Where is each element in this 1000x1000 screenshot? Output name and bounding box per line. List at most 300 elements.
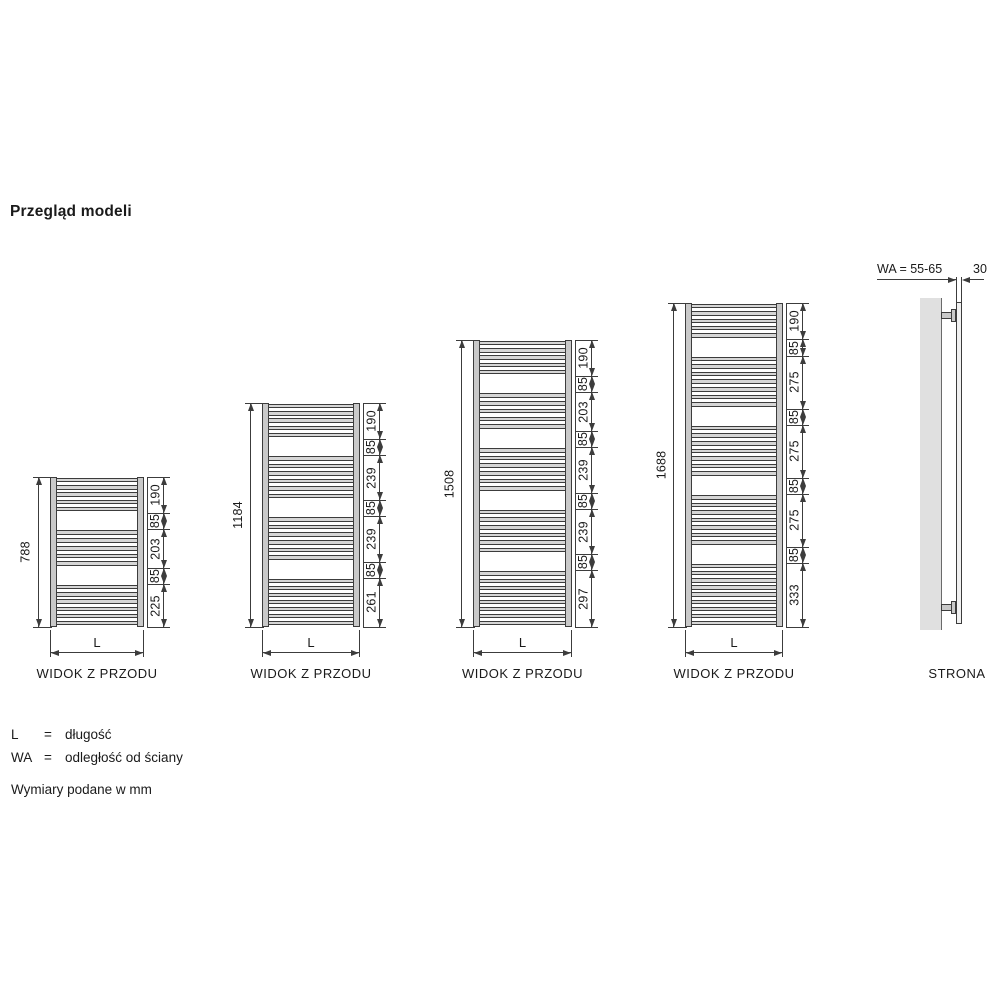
side-view-label: STRONA [928,666,986,681]
radiator-tube [268,579,354,583]
radiator-tube [268,479,354,484]
radiator-tube [56,592,138,596]
radiator-tube [691,395,777,400]
radiator-tube [691,621,777,625]
chain-dim-tick [786,494,809,495]
total-height-label [230,493,246,537]
radiator-tube [479,525,566,530]
radiator-right-rail [353,403,360,627]
front-view-label-2: WIDOK Z PRZODU [250,666,372,681]
radiator-tube [479,533,566,538]
radiator-tube [56,561,138,566]
chain-dim-arrow [161,619,167,627]
radiator-tube [268,411,354,415]
radiator-tube [56,500,138,504]
radiator-tube [268,464,354,469]
chain-dim-arrow [589,431,595,439]
chain-dim-arrow [589,392,595,400]
radiator-tube [691,449,777,454]
radiator-tube [691,402,777,407]
height-dim-line [38,477,39,627]
radiator-tube [56,485,138,489]
chain-dim-arrow [589,485,595,493]
radiator-tube [268,600,354,604]
chain-dim-tick [575,493,598,494]
chain-dim-tick [575,431,598,432]
radiator-tube [268,433,354,437]
chain-dim-arrow [589,447,595,455]
segment-dim-label-text: 275 [787,440,802,462]
radiator-tube [691,600,777,604]
wall-distance-label: WA = 55-65 [877,262,943,276]
segment-dim-label-text: 261 [364,591,379,614]
height-dim-arrow [671,303,677,311]
chain-dim-arrow [589,546,595,554]
radiator-tube [691,357,777,362]
chain-dim-baseline [575,340,576,627]
chain-dim-tick [786,425,809,426]
chain-dim-tick [575,554,598,555]
legend-desc-length: długość [65,727,112,742]
radiator-left-rail [473,340,480,627]
segment-dim-label-text: 190 [576,347,591,369]
total-height-label-text: 1508 [442,469,457,498]
length-dim-arrow [474,650,482,656]
segment-dim-label-text: 85 [787,478,802,493]
radiator-tube [691,510,777,515]
depth-label: 30 [973,262,987,276]
radiator-tube [56,585,138,589]
page-title: Przegląd modeli [10,203,132,220]
length-symbol-label: L [730,635,738,650]
segment-dim-label-text: 275 [787,509,802,532]
segment-dim-label [364,580,380,624]
radiator-tube [691,592,777,596]
chain-dim-tick [147,513,170,514]
chain-dim-arrow [800,547,806,555]
total-height-label-text: 1688 [654,450,669,480]
radiator-tube [268,426,354,430]
legend-symbol-length: L [11,727,19,742]
chain-dim-tick [363,455,386,456]
radiator-tube [268,548,354,553]
segment-dim-label-text: 85 [576,555,591,570]
chain-dim-arrow [377,516,383,524]
chain-dim-tick [786,356,809,357]
chain-dim-tick [575,340,598,341]
radiator-tube [479,614,566,618]
height-dim-line [673,303,674,627]
chain-dim-arrow [800,417,806,425]
radiator-tube [691,614,777,618]
radiator-tube [268,404,354,408]
segment-dim-label-text: 239 [364,528,379,550]
total-height-label [653,443,669,487]
radiator-right-rail [137,477,144,627]
radiator-tube [691,426,777,431]
radiator-tube [691,533,777,538]
front-view-label-4: WIDOK Z PRZODU [673,666,795,681]
chain-dim-tick [363,578,386,579]
radiator-tube [268,471,354,476]
radiator-tube [56,607,138,611]
radiator-tube [479,393,566,398]
chain-dim-arrow [800,563,806,571]
radiator-tube [268,494,354,499]
chain-dim-arrow [377,447,383,455]
radiator-right-rail [776,303,783,627]
radiator-tube [691,326,777,330]
length-dim-arrow [686,650,694,656]
segment-dim-label-text: 85 [576,493,591,508]
segment-dim-label-text: 85 [576,377,591,392]
radiator-tube [691,379,777,384]
chain-dim-arrow [377,455,383,463]
radiator-tube [479,486,566,491]
radiator-tube [691,319,777,323]
radiator-tube [479,448,566,453]
length-dim-line [50,652,144,653]
radiator-tube [268,555,354,560]
chain-dim-arrow [377,570,383,578]
radiator-tube [479,540,566,545]
segment-dim-label-text: 203 [576,400,591,423]
chain-dim-arrow [800,486,806,494]
chain-dim-tick [786,339,809,340]
length-dim-line [473,652,572,653]
radiator-tube [479,600,566,604]
chain-dim-arrow [161,568,167,576]
equals-sign: = [44,727,52,742]
chain-dim-tick [786,627,809,628]
height-dim-line [250,403,251,627]
height-dim-tick [245,627,264,628]
length-dim-arrow [351,650,359,656]
radiator-tube [691,441,777,446]
radiator-tube [56,554,138,559]
height-dim-arrow [248,619,254,627]
front-view-label-3: WIDOK Z PRZODU [461,666,584,681]
segment-dim-label [787,573,803,617]
chain-dim-arrow [161,477,167,485]
segment-dim-label-text: 190 [787,310,802,332]
radiator-tube [479,348,566,352]
radiator-tube [268,607,354,611]
legend-desc-wall-distance: odległość od ściany [65,750,183,765]
chain-dim-tick [575,509,598,510]
radiator-tube [56,621,138,625]
radiator-tube [691,503,777,508]
radiator-tube [691,607,777,611]
chain-dim-arrow [800,303,806,311]
radiator-tube [479,417,566,422]
segment-dim-label-text: 190 [148,484,163,506]
segment-dim-label-text: 333 [787,584,802,606]
chain-dim-arrow [800,555,806,563]
chain-dim-tick [575,627,598,628]
radiator-left-rail [50,477,57,627]
chain-dim-arrow [800,339,806,347]
segment-dim-label-text: 85 [576,431,591,447]
radiator-tube [268,614,354,618]
chain-dim-tick [786,547,809,548]
chain-dim-tick [575,392,598,393]
depth-dim-tail [970,279,984,280]
units-note: Wymiary podane w mm [11,782,152,797]
segment-dim-label-text: 85 [364,501,379,516]
chain-dim-arrow [589,562,595,570]
radiator-tube [56,507,138,511]
radiator-tube [56,538,138,543]
chain-dim-tick [363,439,386,440]
chain-dim-arrow [589,340,595,348]
wall-distance-arrow [948,277,956,283]
height-dim-line [461,340,462,627]
chain-dim-arrow [589,384,595,392]
radiator-tube [691,518,777,523]
chain-dim-arrow [800,401,806,409]
chain-dim-arrow [377,403,383,411]
chain-dim-tick [147,477,170,478]
chain-dim-arrow [377,578,383,586]
segment-dim-label-text: 85 [364,439,379,455]
chain-dim-arrow [377,554,383,562]
radiator-tube [479,579,566,583]
radiator-tube [56,478,138,482]
radiator-tube [56,492,138,496]
chain-dim-arrow [800,425,806,433]
segment-dim-label-text: 239 [576,520,591,543]
radiator-tube [479,510,566,515]
segment-dim-label-text: 239 [576,459,591,481]
chain-dim-arrow [589,368,595,376]
chain-dim-tick [575,376,598,377]
radiator-tube [268,525,354,530]
length-symbol-label: L [518,635,527,650]
chain-dim-arrow [589,570,595,578]
length-symbol-label: L [307,635,315,650]
chain-dim-arrow [377,492,383,500]
segment-dim-label-text: 85 [787,409,802,424]
radiator-tube [479,424,566,429]
radiator-tube [691,540,777,545]
radiator-tube [56,530,138,535]
segment-dim-label-text: 225 [148,594,163,617]
chain-dim-arrow [377,619,383,627]
radiator-tube [691,471,777,476]
radiator-tube [479,370,566,374]
legend-symbol-wall-distance: WA [11,750,33,765]
chain-dim-arrow [800,494,806,502]
chain-dim-arrow [377,500,383,508]
radiator-tube [268,418,354,422]
height-dim-arrow [671,619,677,627]
chain-dim-arrow [800,331,806,339]
chain-dim-arrow [800,619,806,627]
equals-sign: = [44,750,52,765]
height-dim-arrow [248,403,254,411]
height-dim-arrow [459,619,465,627]
radiator-tube [691,585,777,589]
segment-dim-label-text: 203 [148,537,163,560]
chain-dim-tick [786,303,809,304]
chain-dim-arrow [800,470,806,478]
wall-section [920,298,942,630]
radiator-left-rail [262,403,269,627]
radiator-tube [691,333,777,337]
radiator-tube [479,341,566,345]
radiator-tube [691,364,777,369]
radiator-tube [691,304,777,308]
segment-dim-label-text: 239 [364,466,379,489]
radiator-tube [479,363,566,367]
legend-row-wall-distance [11,750,183,773]
radiator-tube [691,433,777,438]
segment-dim-label-text: 85 [787,547,802,563]
height-dim-arrow [459,340,465,348]
chain-dim-tick [575,570,598,571]
radiator-tube [479,409,566,414]
chain-dim-arrow [800,409,806,417]
chain-dim-baseline [147,477,148,627]
radiator-side-profile [956,302,962,624]
chain-dim-arrow [161,505,167,513]
chain-dim-arrow [161,560,167,568]
height-dim-tick [456,627,475,628]
segment-dim-label [787,429,803,473]
radiator-tube [268,593,354,597]
chain-dim-arrow [589,501,595,509]
length-dim-arrow [774,650,782,656]
radiator-tube [268,486,354,491]
height-dim-arrow [36,619,42,627]
chain-dim-arrow [589,493,595,501]
radiator-tube [691,578,777,582]
chain-dim-tick [363,516,386,517]
depth-ext-line [956,277,957,305]
chain-dim-arrow [800,539,806,547]
height-dim-arrow [36,477,42,485]
chain-dim-tick [363,500,386,501]
radiator-tube [268,540,354,545]
wall-distance-dim-line [877,279,956,280]
length-dim-arrow [563,650,571,656]
depth-arrow [962,277,970,283]
length-dim-arrow [135,650,143,656]
chain-dim-arrow [161,521,167,529]
chain-dim-baseline [363,403,364,627]
segment-dim-label-text: 85 [364,562,379,577]
radiator-tube [479,607,566,611]
radiator-tube [268,621,354,625]
chain-dim-arrow [161,513,167,521]
chain-dim-arrow [589,376,595,384]
total-height-label [441,462,457,506]
segment-dim-label-text: 190 [364,410,379,432]
length-dim-line [685,652,783,653]
segment-dim-label-text: 85 [148,514,163,529]
height-dim-tick [33,627,52,628]
chain-dim-tick [147,529,170,530]
radiator-right-rail [565,340,572,627]
height-dim-tick [668,627,687,628]
radiator-tube [691,564,777,568]
chain-dim-tick [147,568,170,569]
chain-dim-arrow [161,529,167,537]
radiator-tube [691,311,777,315]
radiator-tube [691,372,777,377]
chain-dim-arrow [377,508,383,516]
legend [11,727,183,773]
total-height-label-text: 1184 [231,501,245,529]
radiator-tube [268,586,354,590]
total-height-label [18,530,34,574]
radiator-tube [691,456,777,461]
radiator-tube [479,479,566,484]
chain-dim-arrow [589,554,595,562]
chain-dim-tick [786,563,809,564]
radiator-tube [56,614,138,618]
chain-dim-arrow [589,619,595,627]
radiator-tube [479,571,566,575]
chain-dim-tick [363,562,386,563]
chain-dim-arrow [161,576,167,584]
radiator-tube [268,517,354,522]
chain-dim-tick [786,478,809,479]
radiator-tube [479,471,566,476]
segment-dim-label-text: 85 [148,568,163,584]
chain-dim-tick [363,627,386,628]
total-height-label-text: 788 [19,541,33,563]
chain-dim-arrow [589,439,595,447]
length-symbol-label: L [93,635,101,650]
chain-dim-arrow-line [163,477,164,627]
chain-dim-arrow [377,439,383,447]
chain-dim-arrow [800,356,806,364]
radiator-tube [479,593,566,597]
chain-dim-tick [786,409,809,410]
radiator-tube [268,532,354,537]
legend-row-length [11,727,183,750]
radiator-tube [691,387,777,392]
radiator-tube [56,546,138,551]
segment-dim-label-text: 85 [787,340,802,355]
segment-dim-label-text: 275 [787,371,802,393]
chain-dim-arrow [800,478,806,486]
radiator-tube [479,548,566,553]
radiator-tube [268,456,354,461]
radiator-tube [479,621,566,625]
segment-dim-label [787,498,803,542]
length-dim-arrow [51,650,59,656]
radiator-tube [479,463,566,468]
radiator-tube [56,599,138,603]
chain-dim-arrow [377,431,383,439]
radiator-tube [479,586,566,590]
segment-dim-label [787,360,803,404]
length-dim-arrow [263,650,271,656]
radiator-tube [479,517,566,522]
front-view-label-1: WIDOK Z PRZODU [36,666,158,681]
segment-dim-label-text: 297 [576,588,591,610]
radiator-tube [691,495,777,500]
chain-dim-tick [147,584,170,585]
chain-dim-baseline [786,303,787,627]
chain-dim-arrow [377,562,383,570]
radiator-tube [479,355,566,359]
segment-dim-label [576,577,592,621]
radiator-tube [691,525,777,530]
